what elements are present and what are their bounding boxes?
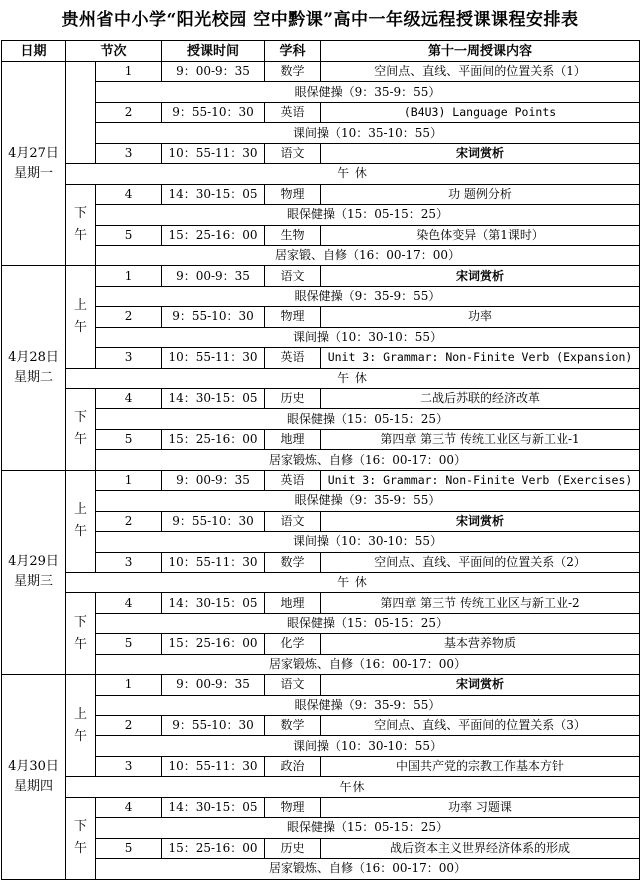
pm-label: 下 午 [66,389,96,471]
table-row [2,797,640,817]
break-row: 眼保健操（15：05-15：25） [96,205,640,225]
noon-break: 午 休 [66,164,640,184]
lesson-content: Unit 3: Grammar: Non-Finite Verb (Exercises) [321,470,640,490]
subject-cell: 化学 [265,634,321,654]
pm-label: 下 午 [66,184,96,266]
period-number: 1 [96,675,162,695]
lesson-content: 战后资本主义世界经济体系的形成 [321,838,640,858]
subject-cell: 地理 [265,429,321,449]
lesson-content: 染色体变异（第1课时） [321,225,640,245]
table-row [2,82,640,102]
table-row [2,368,640,388]
table-row [2,491,640,511]
lesson-content: 功 题例分析 [321,184,640,204]
subject-cell: 语文 [265,511,321,531]
date-label: 4月30日 [8,758,59,774]
table-row [2,327,640,347]
period-number: 4 [96,593,162,613]
lesson-content: 空间点、直线、平面间的位置关系（3） [321,716,640,736]
weekday-label: 星期三 [13,574,53,590]
class-time: 9：55-10：30 [162,716,265,736]
lesson-content: 中国共产党的宗教工作基本方针 [321,756,640,776]
period-number: 1 [96,62,162,82]
period-number: 3 [96,348,162,368]
class-time: 15：25-16：00 [162,225,265,245]
table-row [2,613,640,633]
subject-cell: 地理 [265,593,321,613]
break-row: 课间操（10：35-10：55） [96,123,640,143]
table-row [2,429,640,449]
lesson-content: 第四章 第三节 传统工业区与新工业-1 [321,429,640,449]
subject-cell: 历史 [265,389,321,409]
am-label: 上 午 [66,675,96,777]
break-row: 课间操（10：30-10：55） [96,736,640,756]
subject-cell: 语文 [265,143,321,163]
period-number: 5 [96,838,162,858]
table-row [2,470,640,490]
table-row [2,593,640,613]
table-row [2,205,640,225]
lesson-content: 第四章 第三节 传统工业区与新工业-2 [321,593,640,613]
period-number: 1 [96,470,162,490]
lesson-content: 基本营养物质 [321,634,640,654]
subject-cell: 英语 [265,102,321,122]
break-row: 眼保健操（9：35-9：55） [96,82,640,102]
header-time: 授课时间 [162,41,265,62]
schedule-table [1,40,640,880]
weekday-label: 星期一 [13,165,53,181]
table-row [2,266,640,286]
noon-break: 午 休 [66,368,640,388]
subject-cell: 英语 [265,470,321,490]
class-time: 10：55-11：30 [162,143,265,163]
period-number: 3 [96,143,162,163]
table-row [2,654,640,674]
subject-cell: 数学 [265,62,321,82]
class-time: 9：00-9：35 [162,675,265,695]
lesson-content: 宋词赏析 [321,266,640,286]
break-row: 眼保健操（15：05-15：25） [96,818,640,838]
period-number: 3 [96,552,162,572]
table-row [2,389,640,409]
header-period: 节次 [66,41,162,62]
noon-break: 午休 [66,777,640,797]
table-row [2,675,640,695]
table-row [2,245,640,265]
table-row [2,409,640,429]
header-row [2,41,640,62]
table-row [2,634,640,654]
table-row [2,450,640,470]
period-number: 4 [96,184,162,204]
table-row [2,184,640,204]
table-row [2,62,640,82]
lesson-content: 宋词赏析 [321,511,640,531]
class-time: 10：55-11：30 [162,756,265,776]
class-time: 9：00-9：35 [162,266,265,286]
lesson-content: 功率 [321,307,640,327]
am-label [66,62,96,164]
lesson-content: 功率 习题课 [321,797,640,817]
period-number: 2 [96,511,162,531]
table-row [2,777,640,797]
break-row: 课间操（10：30-10：55） [96,327,640,347]
date-cell [2,62,66,266]
class-time: 9：00-9：35 [162,470,265,490]
page-title: 贵州省中小学“阳光校园 空中黔课”高中一年级远程授课课程安排表 [61,10,579,30]
header-date: 日期 [2,41,66,62]
date-label: 4月27日 [8,145,59,161]
class-time: 15：25-16：00 [162,634,265,654]
subject-cell: 政治 [265,756,321,776]
class-time: 10：55-11：30 [162,348,265,368]
date-cell [2,470,66,674]
table-row [2,286,640,306]
lesson-content: 二战后苏联的经济改革 [321,389,640,409]
period-number: 2 [96,307,162,327]
class-time: 15：25-16：00 [162,429,265,449]
class-time: 9：55-10：30 [162,102,265,122]
class-time: 9：00-9：35 [162,62,265,82]
table-row [2,307,640,327]
table-row [2,532,640,552]
table-row [2,164,640,184]
class-time: 9：55-10：30 [162,307,265,327]
noon-break: 午 休 [66,572,640,592]
class-time: 14：30-15：05 [162,389,265,409]
table-row [2,102,640,122]
period-number: 2 [96,102,162,122]
period-number: 3 [96,756,162,776]
period-number: 5 [96,429,162,449]
header-subject: 学科 [265,41,321,62]
table-row [2,695,640,715]
subject-cell: 语文 [265,266,321,286]
subject-cell: 英语 [265,348,321,368]
subject-cell: 生物 [265,225,321,245]
class-time: 14：30-15：05 [162,593,265,613]
break-row: 居家锻炼、自修（16：00-17：00） [96,654,640,674]
date-label: 4月29日 [8,554,59,570]
table-row [2,838,640,858]
class-time: 9：55-10：30 [162,511,265,531]
subject-cell: 物理 [265,797,321,817]
table-row [2,716,640,736]
table-row [2,348,640,368]
table-row [2,511,640,531]
date-cell [2,266,66,470]
class-time: 14：30-15：05 [162,184,265,204]
table-row [2,552,640,572]
subject-cell: 物理 [265,184,321,204]
period-number: 5 [96,225,162,245]
weekday-label: 星期二 [13,370,53,386]
break-row: 眼保健操（9：35-9：55） [96,695,640,715]
am-label: 上 午 [66,266,96,368]
class-time: 10：55-11：30 [162,552,265,572]
weekday-label: 星期四 [13,778,53,794]
table-row [2,818,640,838]
period-number: 4 [96,797,162,817]
header-content: 第十一周授课内容 [321,41,640,62]
break-row: 课间操（10：30-10：55） [96,532,640,552]
table-row [2,225,640,245]
break-row: 眼保健操（15：05-15：25） [96,409,640,429]
break-row: 居家锻炼、自修（16：00-17：00） [96,450,640,470]
subject-cell: 数学 [265,716,321,736]
lesson-content: 空间点、直线、平面间的位置关系（1） [321,62,640,82]
table-row [2,143,640,163]
break-row: 居家锻、自修（16：00-17：00） [96,245,640,265]
table-row [2,572,640,592]
lesson-content: 空间点、直线、平面间的位置关系（2） [321,552,640,572]
subject-cell: 历史 [265,838,321,858]
schedule-body [2,62,640,880]
break-row: 居家锻炼、自修（16：00-17：00） [96,859,640,879]
lesson-content: Unit 3: Grammar: Non-Finite Verb (Expansion) [321,348,640,368]
period-number: 1 [96,266,162,286]
period-number: 4 [96,389,162,409]
pm-label: 下 午 [66,593,96,675]
lesson-content: 宋词赏析 [321,143,640,163]
break-row: 眼保健操（9：35-9：55） [96,491,640,511]
table-row [2,756,640,776]
table-row [2,123,640,143]
table-row [2,859,640,879]
subject-cell: 数学 [265,552,321,572]
break-row: 眼保健操（15：05-15：25） [96,613,640,633]
lesson-content: 宋词赏析 [321,675,640,695]
period-number: 2 [96,716,162,736]
am-label: 上 午 [66,470,96,572]
class-time: 14：30-15：05 [162,797,265,817]
pm-label: 下 午 [66,797,96,879]
table-row [2,736,640,756]
date-label: 4月28日 [8,350,59,366]
class-time: 15：25-16：00 [162,838,265,858]
date-cell [2,675,66,879]
subject-cell: 语文 [265,675,321,695]
subject-cell: 物理 [265,307,321,327]
break-row: 眼保健操（9：35-9：55） [96,286,640,306]
lesson-content: (B4U3) Language Points [321,102,640,122]
period-number: 5 [96,634,162,654]
